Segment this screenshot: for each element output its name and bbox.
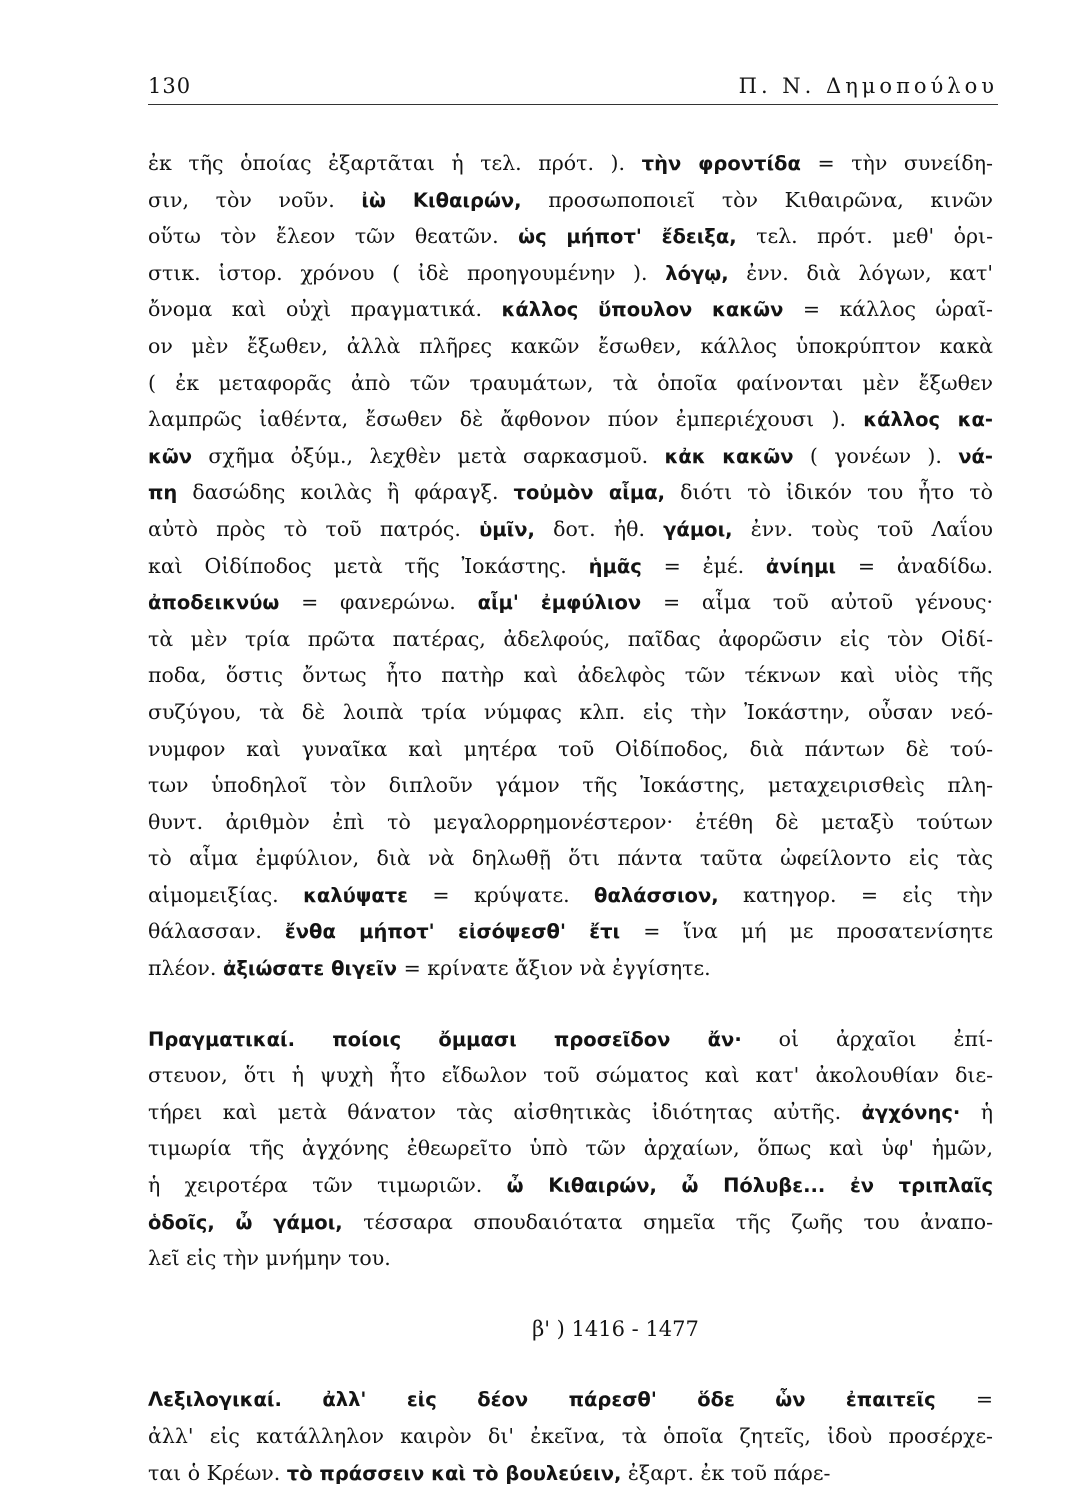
text-run: στικ. ἱστορ. χρόνου ( ἰδὲ προηγουμένην ).: [148, 260, 666, 285]
bold-lemma: ἡμᾶς: [588, 554, 642, 578]
text-line: [148, 1240, 993, 1277]
bold-lemma: αἷμ' ἐμφύλιον: [477, 591, 642, 615]
text-run: = ἵνα μή με προσατενίσητε: [620, 919, 993, 944]
text-line: [148, 767, 993, 804]
paragraph-lexical-notes-2: [148, 1381, 993, 1491]
bold-lemma: γάμοι,: [663, 517, 733, 541]
text-run: θάλασσαν.: [148, 919, 285, 944]
text-run: λεῖ εἰς τὴν μνήμην του.: [148, 1246, 391, 1271]
text-line: [148, 584, 993, 621]
text-line: [148, 621, 993, 658]
bold-lemma: καλύψατε: [303, 883, 409, 907]
text-run: καὶ Οἰδίποδος μετὰ τῆς Ἰοκάστης.: [148, 553, 589, 578]
text-run: ( γονέων ).: [793, 443, 959, 468]
text-line: [148, 913, 993, 950]
text-run: κατηγορ. = εἰς τὴν: [718, 882, 993, 907]
text-line: [148, 218, 993, 255]
text-run: ( ἐκ μεταφορᾶς ἀπὸ τῶν τραυμάτων, τὰ ὁποῖα φαίνονται μὲν ἔξωθεν: [148, 370, 993, 395]
text-run: τελ. πρότ. μεθ' ὁρι-: [736, 224, 993, 249]
text-run: στευον, ὅτι ἡ ψυχὴ ἦτο εἴδωλον τοῦ σώματος καὶ κατ' ἀκολουθίαν διε-: [148, 1063, 993, 1088]
text-run: ἐνν. διὰ λόγων, κατ': [728, 260, 993, 285]
text-line: [148, 328, 993, 365]
bold-lemma: ὦ Κιθαιρών, ὦ Πόλυβε... ἐν τριπλαῖς: [506, 1174, 993, 1198]
section-heading: β' ) 1416 - 1477: [532, 1316, 699, 1341]
text-run: ἡ: [960, 1099, 993, 1124]
bold-lemma: ὡς μήποτ' ἔδειξα,: [518, 225, 737, 249]
text-run: οὕτω τὸν ἔλεον τῶν θεατῶν.: [148, 224, 519, 249]
text-run: = τὴν συνείδη-: [800, 151, 993, 175]
text-line: [148, 511, 993, 548]
bold-lemma: πη: [148, 481, 178, 505]
text-run: = ἐμέ.: [641, 553, 766, 578]
header-rule: [148, 104, 998, 105]
text-run: = κρύψατε.: [408, 882, 595, 907]
bold-lemma: ἀγχόνης·: [861, 1100, 961, 1124]
text-line: [148, 694, 993, 731]
paragraph-lexical-notes: [148, 145, 993, 987]
bold-lemma: ὑμῖν,: [479, 517, 535, 541]
text-line: [148, 1057, 993, 1094]
text-run: = αἷμα τοῦ αὐτοῦ γένους·: [641, 590, 993, 615]
text-line: [148, 657, 993, 694]
bold-lemma: κάλλος κα-: [863, 408, 993, 432]
text-run: συζύγου, τὰ δὲ λοιπὰ τρία νύμφας κλπ. εἰς τὴν Ἰοκάστην, οὖσαν νεό-: [148, 699, 993, 724]
bold-lemma: κῶν: [148, 444, 193, 468]
text-line: [148, 365, 993, 402]
bold-lemma: τὴν φροντίδα: [641, 152, 801, 175]
text-line: [148, 1130, 993, 1167]
text-line: [148, 1094, 993, 1131]
text-run: λαμπρῶς ἰαθέντα, ἔσωθεν δὲ ἄφθονον πύον ἐμπεριέχουσι ).: [148, 407, 864, 432]
text-run: = κάλλος ὡραῖ-: [783, 297, 993, 322]
paragraph-gap: [148, 1347, 993, 1381]
text-line: [148, 877, 993, 914]
running-head: Π. Ν. Δημοπούλου: [738, 74, 998, 98]
bold-lemma: λόγῳ,: [665, 261, 729, 285]
text-run: τιμωρία τῆς ἀγχόνης ἐθεωρεῖτο ὑπὸ τῶν ἀρχαίων, ὅπως καὶ ὑφ' ἡμῶν,: [148, 1136, 993, 1161]
text-line: [148, 1455, 993, 1492]
text-run: προσωποποιεῖ τὸν Κιθαιρῶνα, κινῶν: [521, 187, 993, 212]
text-run: αὐτὸ πρὸς τὸ τοῦ πατρός.: [148, 516, 480, 541]
text-line: [148, 1381, 993, 1418]
page-number: 130: [148, 74, 192, 98]
bold-lemma: ἀξιώσατε θιγεῖν: [222, 957, 398, 981]
bold-lemma: τοὐμὸν αἷμα,: [513, 481, 666, 505]
text-line: [148, 1021, 993, 1058]
bold-lemma: ἰὼ Κιθαιρών,: [361, 188, 522, 212]
text-run: διότι τὸ ἰδικόν του ἦτο τὸ: [665, 480, 993, 505]
text-line: [148, 548, 993, 585]
bold-lemma: Πραγματικαί. ποίοις ὄμμασι προσεῖδον ἄν·: [148, 1027, 742, 1051]
bold-lemma: θαλάσσιον,: [594, 883, 719, 907]
text-line: [148, 1204, 993, 1241]
text-run: τὸ αἷμα ἐμφύλιον, διὰ νὰ δηλωθῇ ὅτι πάντα ταῦτα ὠφείλοντο εἰς τὰς: [148, 846, 993, 871]
text-run: = φανερώνω.: [279, 590, 478, 615]
text-run: ται ὁ Κρέων.: [148, 1460, 287, 1485]
text-run: = ἀναδίδω.: [836, 553, 993, 578]
paragraph-factual-notes: [148, 1021, 993, 1277]
paragraph-gap: [148, 987, 993, 1021]
text-run: ον μὲν ἔξωθεν, ἀλλὰ πλῆρες κακῶν ἔσωθεν, κάλλος ὑποκρύπτον κακὰ: [148, 333, 993, 358]
text-run: αἱμομειξίας.: [148, 882, 304, 907]
text-run: δοτ. ἠθ.: [534, 516, 664, 541]
text-run: δασώδης κοιλὰς ἢ φάραγξ.: [177, 480, 514, 505]
text-line: [148, 840, 993, 877]
text-line: [148, 145, 993, 182]
text-run: ἡ χειροτέρα τῶν τιμωριῶν.: [148, 1173, 507, 1198]
text-line: [148, 401, 993, 438]
text-line: [148, 474, 993, 511]
text-run: νυμφον καὶ γυναῖκα καὶ μητέρα τοῦ Οἰδίποδος, διὰ πάντων δὲ τού-: [148, 736, 993, 761]
text-run: τέσσαρα σπουδαιότατα σημεῖα τῆς ζωῆς του ἀναπο-: [342, 1209, 993, 1234]
text-run: = κρίνατε ἄξιον νὰ ἐγγίσητε.: [397, 956, 711, 981]
bold-lemma: νά-: [958, 444, 993, 468]
text-run: ἀλλ' εἰς κατάλληλον καιρὸν δι' ἐκεῖνα, τὰ ὁποῖα ζητεῖς, ἰδοὺ προσέρχε-: [148, 1424, 993, 1448]
text-line: [148, 731, 993, 768]
text-line: [148, 1167, 993, 1204]
text-run: τήρει καὶ μετὰ θάνατον τὰς αἰσθητικὰς ἰδιότητας αὐτῆς.: [148, 1099, 862, 1124]
bold-lemma: ἀποδεικνύω: [148, 591, 280, 615]
bold-lemma: ἀνίημι: [765, 554, 837, 578]
bold-lemma: τὸ πράσσειν καὶ τὸ βουλεύειν,: [286, 1461, 622, 1485]
bold-lemma: κάλλος ὕπουλον κακῶν: [501, 298, 784, 322]
text-run: των ὑποδηλοῖ τὸν διπλοῦν γάμον τῆς Ἰοκάστης, μεταχειρισθεὶς πλη-: [148, 773, 993, 798]
text-run: ὄνομα καὶ οὐχὶ πραγματικά.: [148, 297, 502, 322]
text-line: [148, 182, 993, 219]
text-line: [148, 291, 993, 328]
text-run: τὰ μὲν τρία πρῶτα πατέρας, ἀδελφούς, παῖδας ἀφορῶσιν εἰς τὸν Οἰδί-: [148, 626, 993, 651]
text-run: =: [935, 1387, 993, 1412]
text-run: πλέον.: [148, 956, 223, 981]
text-line: [148, 950, 993, 987]
bold-lemma: κἀκ κακῶν: [664, 444, 794, 468]
bold-lemma: ὁδοῖς, ὦ γάμοι,: [148, 1210, 343, 1234]
text-run: σιν, τὸν νοῦν.: [148, 187, 362, 212]
page-header: [148, 74, 998, 108]
text-line: [148, 1418, 993, 1455]
text-run: ἐκ τῆς ὁποίας ἐξαρτᾶται ἡ τελ. πρότ. ).: [148, 151, 642, 175]
text-run: θυντ. ἀριθμὸν ἐπὶ τὸ μεγαλορρημονέστερον· ἐτέθη δὲ μεταξὺ τούτων: [148, 809, 993, 834]
text-line: [148, 438, 993, 475]
text-line: [148, 255, 993, 292]
body-text: [148, 145, 993, 1491]
paragraph-gap: [148, 1277, 993, 1311]
text-run: οἱ ἀρχαῖοι ἐπί-: [741, 1026, 993, 1051]
text-run: ἐξαρτ. ἐκ τοῦ πάρε-: [621, 1460, 831, 1485]
text-run: ποδα, ὅστις ὄντως ἦτο πατὴρ καὶ ἀδελφὸς τῶν τέκνων καὶ υἱὸς τῆς: [148, 663, 993, 688]
text-line: [148, 804, 993, 841]
text-run: σχῆμα ὀξύμ., λεχθὲν μετὰ σαρκασμοῦ.: [192, 443, 665, 468]
bold-lemma: ἔνθα μήποτ' εἰσόψεσθ' ἔτι: [284, 920, 621, 944]
text-run: ἐνν. τοὺς τοῦ Λαΐου: [732, 516, 993, 541]
bold-lemma: Λεξιλογικαί. ἀλλ' εἰς δέον πάρεσθ' ὅδε ὧν ἐπαιτεῖς: [148, 1388, 936, 1412]
